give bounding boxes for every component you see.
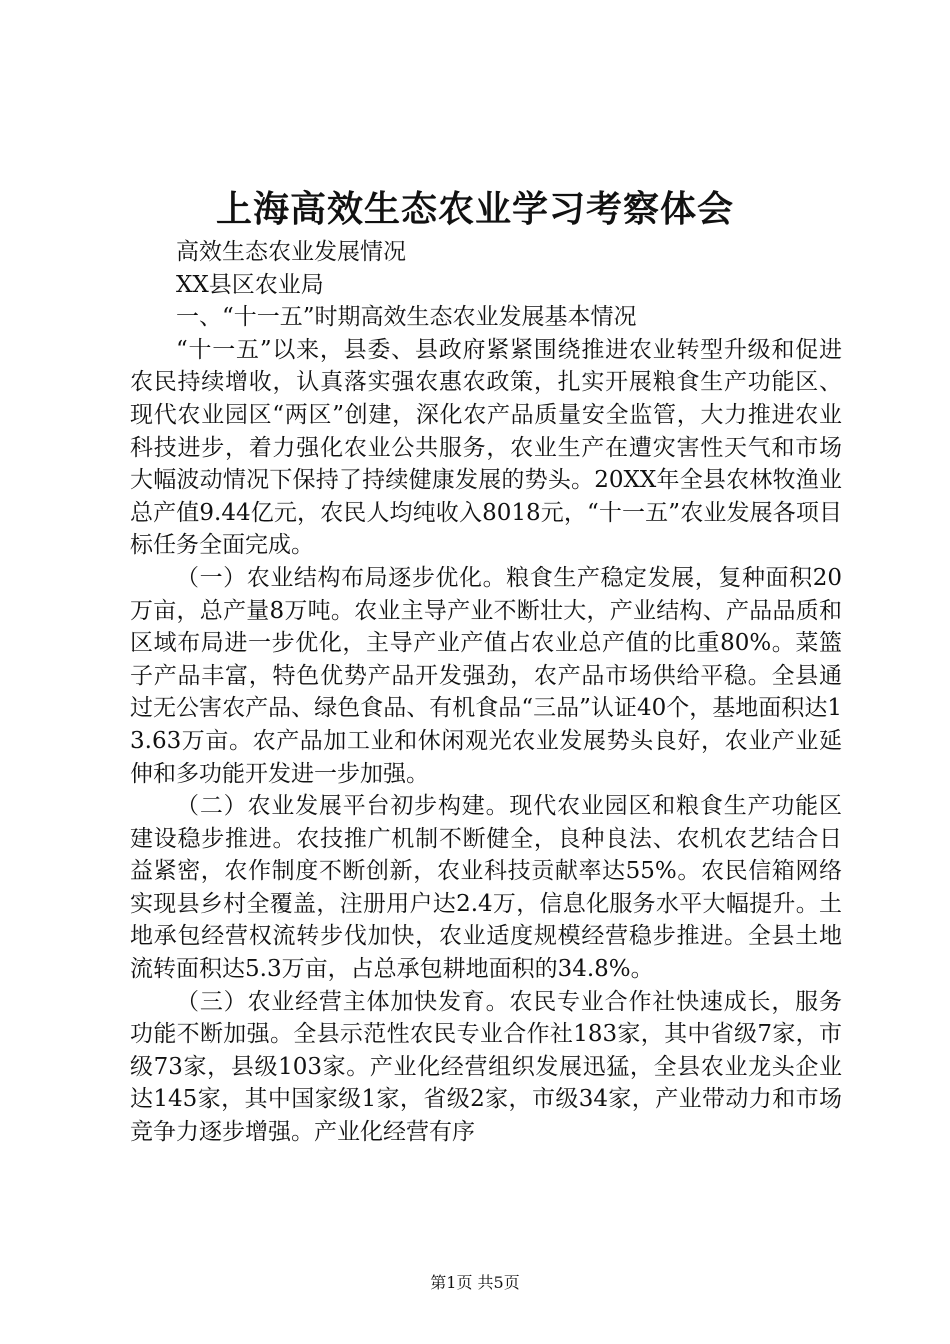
body-paragraph: （三）农业经营主体加快发育。农民专业合作社快速成长，服务功能不断加强。全县示范性农民专业合作社183家，其中省级7家，市级73家，县级103家。产业化经营组织发展迅猛，全县农业龙头企业达145家，其中国家级1家，省级2家，市级34家，产业带动力和市场竞争力逐步增强。产业化经营有序 [130, 988, 842, 1146]
body-paragraph: （一）农业结构布局逐步优化。粮食生产稳定发展，复种面积20万亩，总产量8万吨。农业主导产业不断壮大，产业结构、产品品质和区域布局进一步优化，主导产业产值占农业总产值的比重80%。菜篮子产品丰富，特色优势产品开发强劲，农产品市场供给平稳。全县通过无公害农产品、绿色食品、有机食品“三品”认证40个，基地面积达13.63万亩。农产品加工业和休闲观光农业发展势头良好，农业产业延伸和多功能开发进一步加强。 [130, 564, 842, 787]
document-body [130, 236, 842, 1149]
section-heading: 一、“十一五”时期高效生态农业发展基本情况 [176, 304, 637, 331]
subtitle-paragraph: 高效生态农业发展情况 [176, 239, 406, 265]
body-paragraph: “十一五”以来，县委、县政府紧紧围绕推进农业转型升级和促进农民持续增收，认真落实强农惠农政策，扎实开展粮食生产功能区、现代农业园区“两区”创建，深化农产品质量安全监管，大力推进农业科技进步，着力强化农业公共服务，农业生产在遭灾害性天气和市场大幅波动情况下保持了持续健康发展的势头。20XX年全县农林牧渔业总产值9.44亿元，农民人均纯收入8018元，“十一五”农业发展各项目标任务全面完成。 [130, 336, 842, 559]
body-paragraph: （二）农业发展平台初步构建。现代农业园区和粮食生产功能区建设稳步推进。农技推广机制不断健全，良种良法、农机农艺结合日益紧密，农作制度不断创新，农业科技贡献率达55%。农民信箱网络实现县乡村全覆盖，注册用户达2.4万，信息化服务水平大幅提升。土地承包经营权流转步伐加快，农业适度规模经营稳步推进。全县土地流转面积达5.3万亩，占总承包耕地面积的34.8%。 [130, 793, 842, 983]
author-paragraph: XX县区农业局 [176, 271, 324, 298]
document-title: 上海高效生态农业学习考察体会 [215, 188, 734, 230]
page-footer: 第1页 共5页 [430, 1273, 520, 1292]
